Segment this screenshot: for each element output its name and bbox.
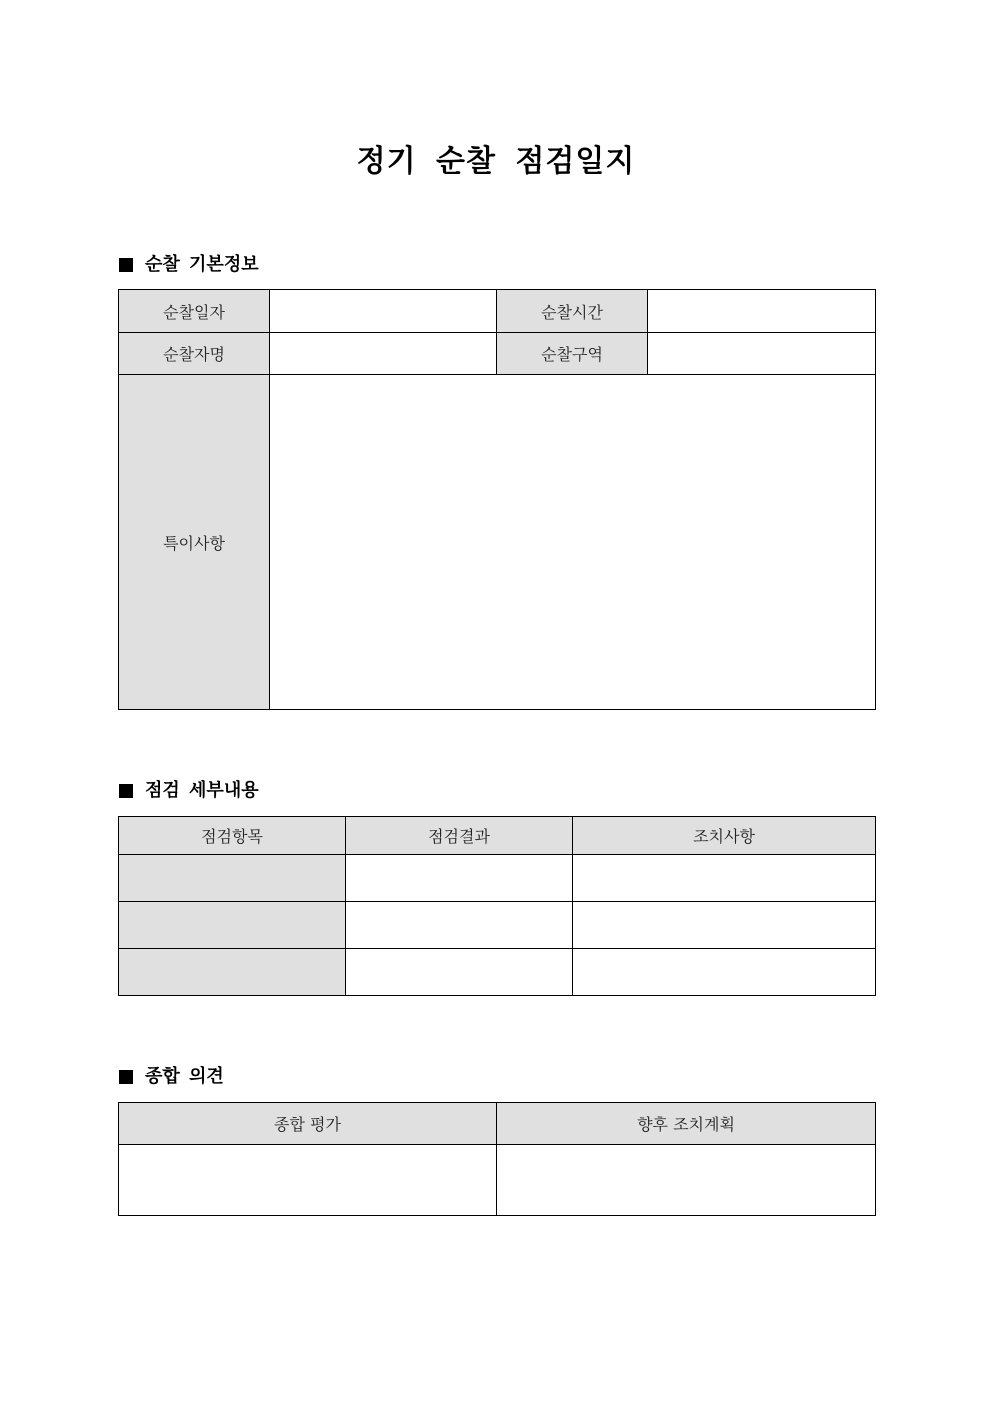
section-heading-summary <box>119 1065 224 1089</box>
table-row <box>119 1145 876 1216</box>
table-row <box>119 855 876 902</box>
column-header-item: 점검항목 <box>119 817 346 855</box>
section-heading-label: 순찰 기본정보 <box>145 254 259 275</box>
name-label: 순찰자명 <box>119 333 270 375</box>
basic-info-table <box>118 289 876 710</box>
time-field[interactable] <box>648 290 876 333</box>
column-header-overall-evaluation: 종합 평가 <box>119 1103 497 1145</box>
time-label: 순찰시간 <box>497 290 648 333</box>
notes-field[interactable] <box>270 375 876 710</box>
table-row <box>119 290 876 333</box>
table-row <box>119 949 876 996</box>
column-header-result: 점검결과 <box>346 817 573 855</box>
column-header-future-plan: 향후 조치계획 <box>497 1103 876 1145</box>
action-cell[interactable] <box>573 902 876 949</box>
date-field[interactable] <box>270 290 497 333</box>
future-plan-field[interactable] <box>497 1145 876 1216</box>
table-header-row <box>119 817 876 855</box>
black-square-icon <box>119 784 133 798</box>
table-row <box>119 333 876 375</box>
action-cell[interactable] <box>573 949 876 996</box>
zone-field[interactable] <box>648 333 876 375</box>
section-heading-label: 종합 의견 <box>145 1066 224 1087</box>
action-cell[interactable] <box>573 855 876 902</box>
page-title: 정기 순찰 점검일지 <box>356 144 636 179</box>
black-square-icon <box>119 258 133 272</box>
notes-label: 특이사항 <box>119 375 270 710</box>
item-cell[interactable] <box>119 949 346 996</box>
result-cell[interactable] <box>346 902 573 949</box>
item-cell[interactable] <box>119 855 346 902</box>
section-heading-label: 점검 세부내용 <box>145 780 259 801</box>
name-field[interactable] <box>270 333 497 375</box>
table-row <box>119 375 876 710</box>
date-label: 순찰일자 <box>119 290 270 333</box>
overall-evaluation-field[interactable] <box>119 1145 497 1216</box>
summary-table <box>118 1102 876 1216</box>
table-row <box>119 902 876 949</box>
result-cell[interactable] <box>346 949 573 996</box>
section-heading-basic-info <box>119 253 259 277</box>
black-square-icon <box>119 1070 133 1084</box>
column-header-action: 조치사항 <box>573 817 876 855</box>
item-cell[interactable] <box>119 902 346 949</box>
result-cell[interactable] <box>346 855 573 902</box>
section-heading-inspection-details <box>119 779 259 803</box>
table-header-row <box>119 1103 876 1145</box>
zone-label: 순찰구역 <box>497 333 648 375</box>
inspection-details-table <box>118 816 876 996</box>
